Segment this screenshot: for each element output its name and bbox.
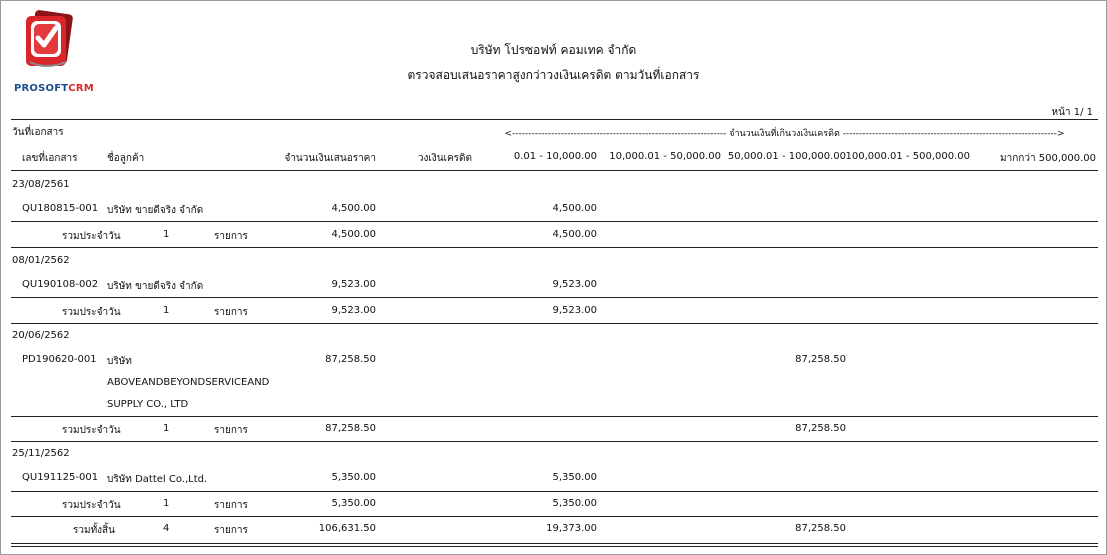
subtotal-label: รวมประจำวัน [62, 231, 121, 242]
header-range-2: 10,000.01 - 50,000.00 [609, 151, 721, 162]
header-customer: ชื่อลูกค้า [107, 153, 145, 164]
row-amount: 9,523.00 [331, 279, 376, 290]
row-doc-no: QU180815-001 [22, 203, 99, 214]
grand-total-count: 4 [163, 523, 170, 534]
subtotal-count: 1 [163, 423, 170, 434]
subtotal-amount: 4,500.00 [331, 229, 376, 240]
row-rule [11, 221, 1098, 222]
report-title: ตรวจสอบเสนอราคาสูงกว่าวงเงินเครดิต ตามวันที่เอกสาร [407, 68, 700, 82]
subtotal-amount: 87,258.50 [325, 423, 376, 434]
header-range-4: 100,000.01 - 500,000.00 [845, 151, 970, 162]
grand-total-label: รวมทั้งสิ้น [73, 525, 115, 536]
header-top-rule [11, 119, 1098, 120]
row-amount: 5,350.00 [331, 472, 376, 483]
subtotal-amount: 5,350.00 [331, 498, 376, 509]
row-doc-no: QU191125-001 [22, 472, 99, 483]
header-range-banner: <------------------------------------------------------------------ จำนวนเงินที่เกินวงเงินเครดิต ------------------------------------------------------------------> [504, 129, 1065, 139]
row-rule [11, 416, 1098, 417]
grand-total-unit: รายการ [214, 525, 248, 536]
header-range-5: มากกว่า 500,000.00 [1000, 153, 1096, 164]
subtotal-range-3: 87,258.50 [795, 423, 846, 434]
grand-total-rule-2 [11, 546, 1098, 547]
row-rule [11, 297, 1098, 298]
group-date: 25/11/2562 [12, 448, 70, 459]
row-rule [11, 491, 1098, 492]
company-name: บริษัท โปรซอฟท์ คอมเทค จำกัด [470, 43, 637, 57]
row-customer: บริษัท ขายดีจริง จำกัด [107, 281, 204, 292]
subtotal-count: 1 [163, 305, 170, 316]
subtotal-label: รวมประจำวัน [62, 425, 121, 436]
header-doc-no: เลขที่เอกสาร [22, 153, 78, 164]
row-customer-line-3: SUPPLY CO., LTD [107, 399, 189, 410]
subtotal-count: 1 [163, 498, 170, 509]
row-customer: บริษัท Dattel Co.,Ltd. [107, 474, 208, 485]
row-range-1: 5,350.00 [552, 472, 597, 483]
group-rule [11, 247, 1098, 248]
subtotal-label: รวมประจำวัน [62, 500, 121, 511]
row-amount: 4,500.00 [331, 203, 376, 214]
row-doc-no: QU190108-002 [22, 279, 99, 290]
row-range-1: 4,500.00 [552, 203, 597, 214]
header-quote-amount: จำนวนเงินเสนอราคา [284, 153, 376, 164]
subtotal-count: 1 [163, 229, 170, 240]
page-indicator: หน้า 1/ 1 [1051, 107, 1093, 118]
header-doc-date: วันที่เอกสาร [12, 127, 64, 138]
group-rule [11, 323, 1098, 324]
subtotal-unit: รายการ [214, 425, 248, 436]
group-rule [11, 516, 1098, 517]
row-customer-line-2: ABOVEANDBEYONDSERVICEAND [107, 377, 270, 388]
row-doc-no: PD190620-001 [22, 354, 97, 365]
grand-total-range-3: 87,258.50 [795, 523, 846, 534]
grand-total-rule-1 [11, 543, 1098, 544]
row-customer-line-1: บริษัท [107, 356, 132, 367]
subtotal-unit: รายการ [214, 231, 248, 242]
subtotal-unit: รายการ [214, 500, 248, 511]
group-date: 23/08/2561 [12, 179, 70, 190]
subtotal-label: รวมประจำวัน [62, 307, 121, 318]
grand-total-range-1: 19,373.00 [546, 523, 597, 534]
group-date: 20/06/2562 [12, 330, 70, 341]
subtotal-amount: 9,523.00 [331, 305, 376, 316]
header-range-3: 50,000.01 - 100,000.00 [727, 151, 846, 162]
row-customer: บริษัท ขายดีจริง จำกัด [107, 205, 204, 216]
row-range-3: 87,258.50 [795, 354, 846, 365]
grand-total-amount: 106,631.50 [318, 523, 376, 534]
header-range-1: 0.01 - 10,000.00 [513, 151, 597, 162]
logo-wordmark: PROSOFTCRM [14, 83, 94, 94]
subtotal-unit: รายการ [214, 307, 248, 318]
row-range-1: 9,523.00 [552, 279, 597, 290]
subtotal-range-1: 9,523.00 [552, 305, 597, 316]
subtotal-range-1: 4,500.00 [552, 229, 597, 240]
group-date: 08/01/2562 [12, 255, 70, 266]
header-bottom-rule [11, 170, 1098, 171]
group-rule [11, 441, 1098, 442]
row-amount: 87,258.50 [325, 354, 376, 365]
header-credit-limit: วงเงินเครดิต [417, 153, 472, 164]
subtotal-range-1: 5,350.00 [552, 498, 597, 509]
